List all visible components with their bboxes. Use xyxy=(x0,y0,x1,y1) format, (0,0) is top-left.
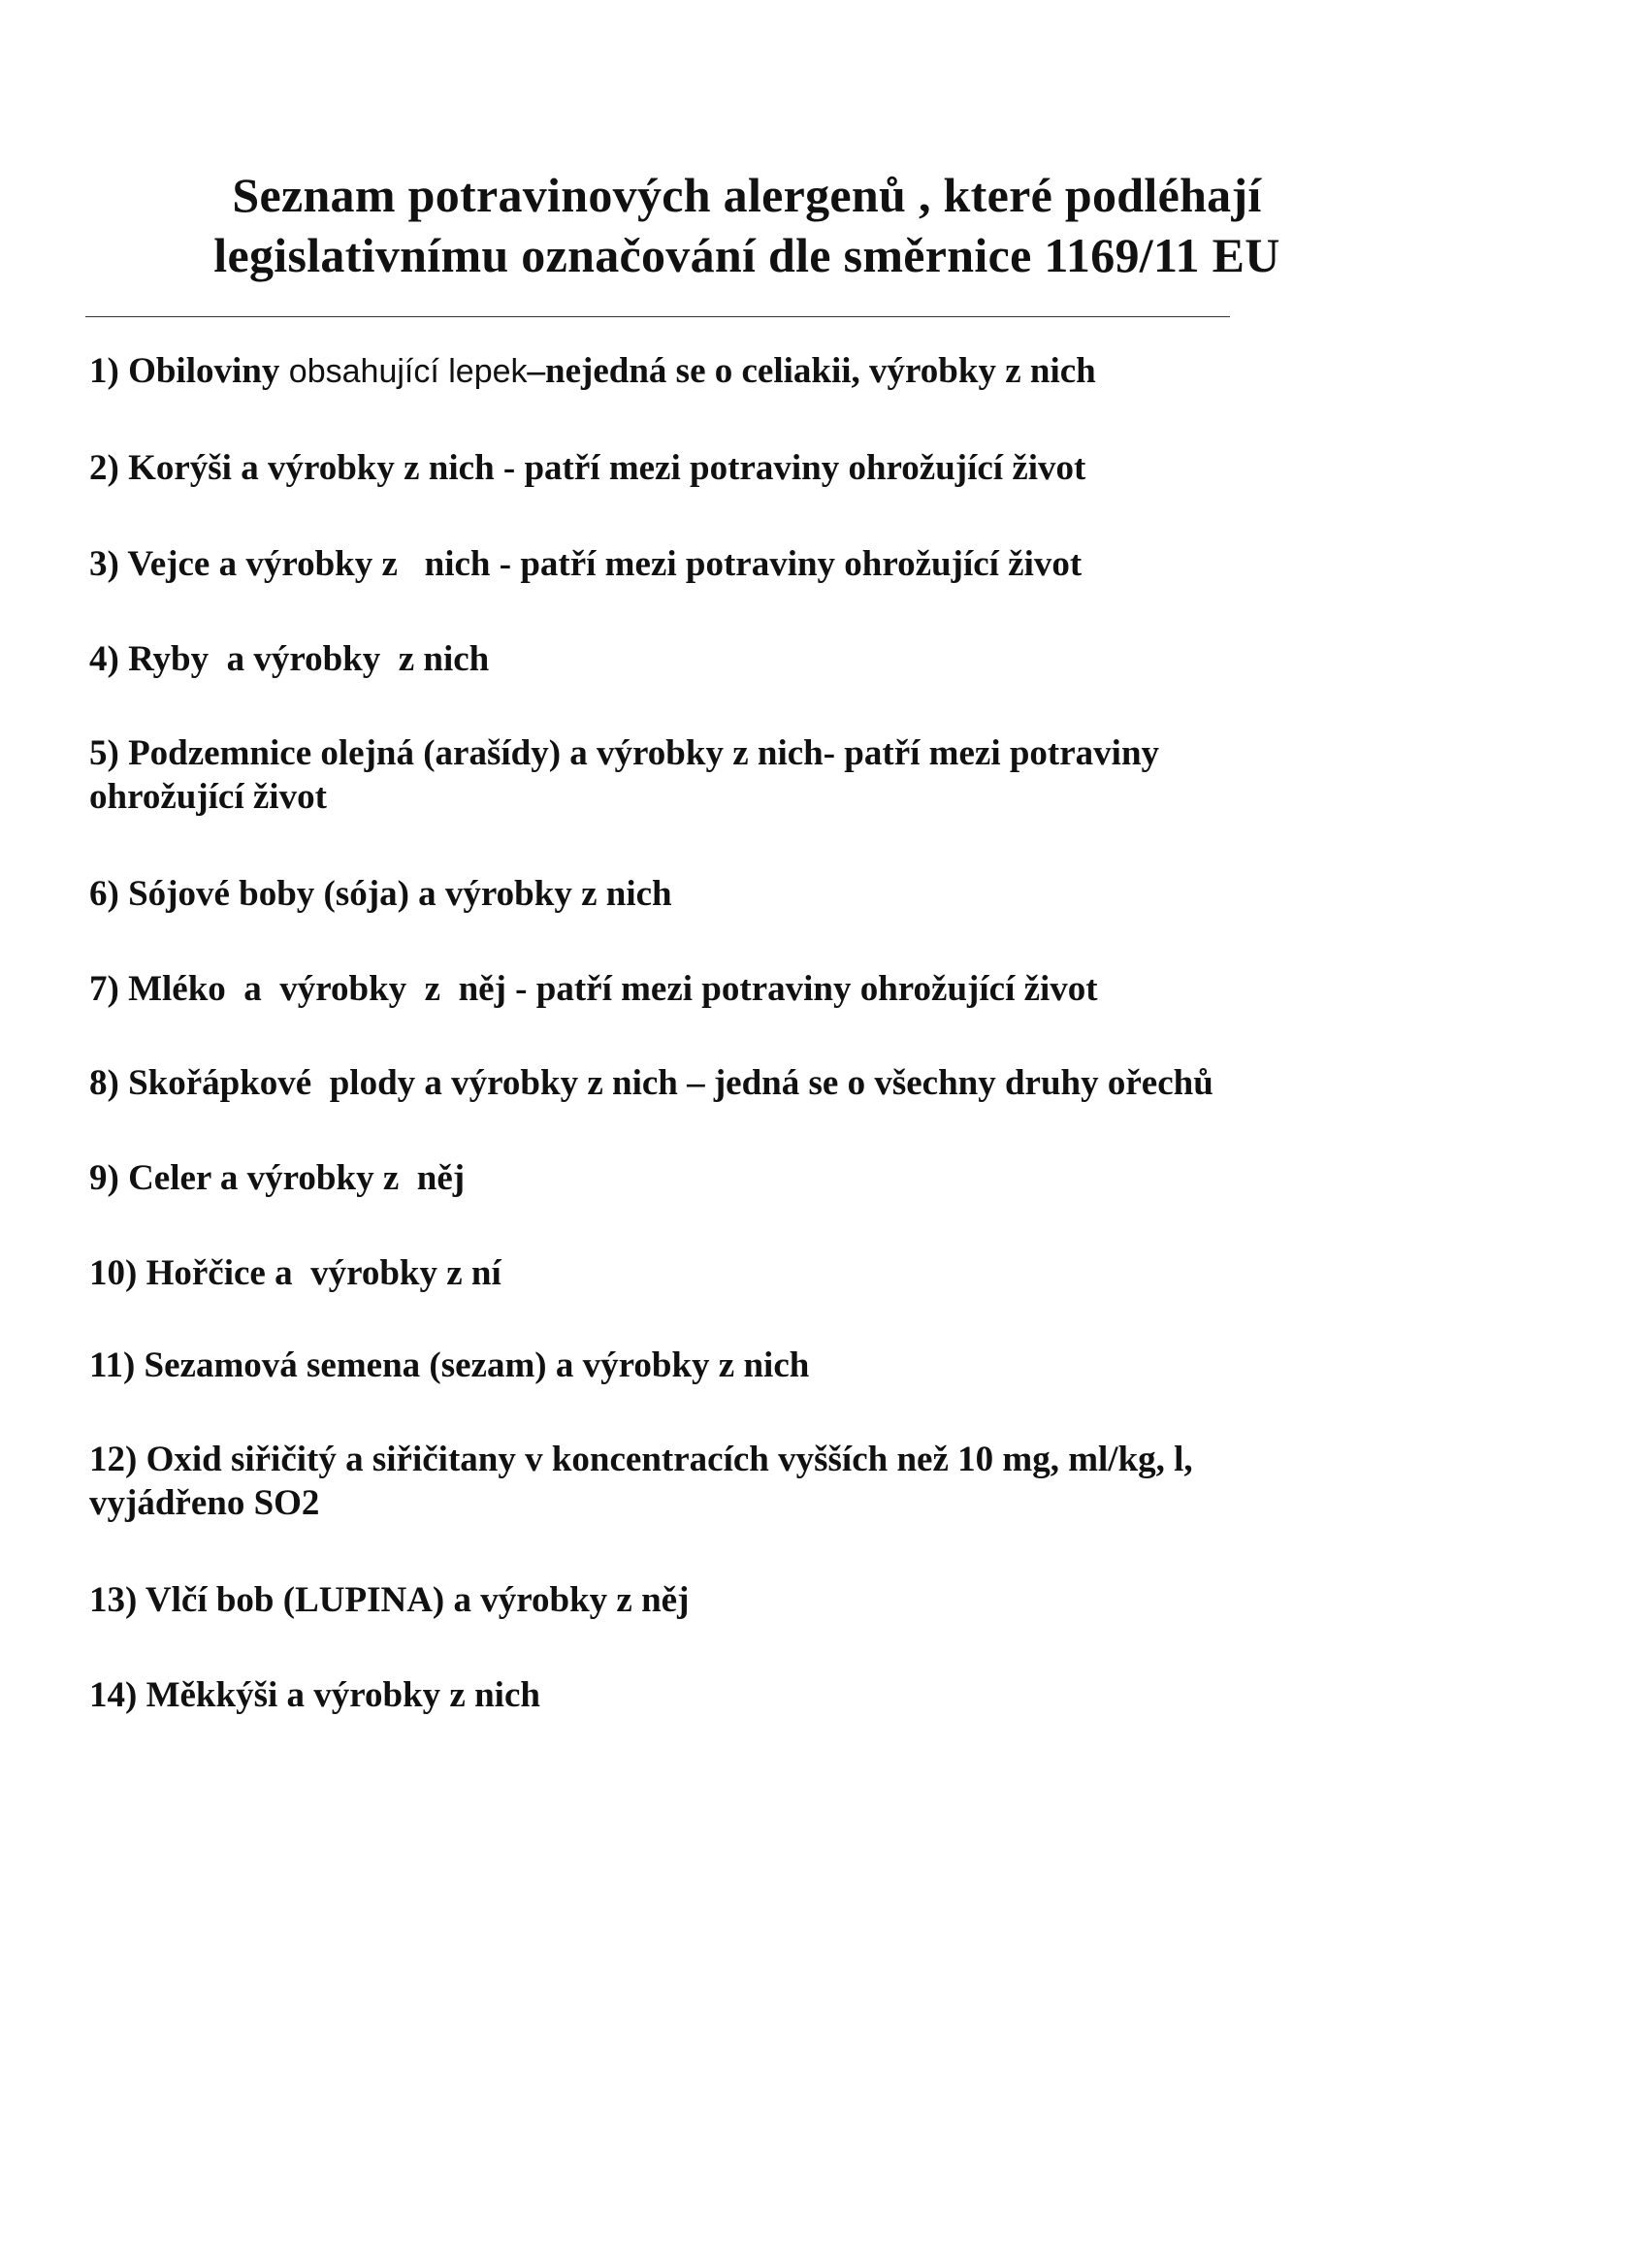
item-1-cereals: Obiloviny xyxy=(128,351,280,391)
document-title xyxy=(136,165,1358,285)
allergen-item-14: 14) Měkkýši a výrobky z nich xyxy=(89,1675,540,1715)
allergen-item-7: 7) Mléko a výrobky z něj - patří mezi potraviny ohrožující život xyxy=(89,969,1098,1009)
allergen-item-2: 2) Korýši a výrobky z nich - patří mezi potraviny ohrožující život xyxy=(89,448,1086,488)
item-number: 1) xyxy=(89,351,119,391)
allergen-item-13: 13) Vlčí bob (LUPINA) a výrobky z něj xyxy=(89,1580,690,1620)
allergen-item-11: 11) Sezamová semena (sezam) a výrobky z nich xyxy=(89,1345,810,1385)
allergen-item-8: 8) Skořápkové plody a výrobky z nich – jedná se o všechny druhy ořechů xyxy=(89,1063,1213,1103)
title-line-2: legislativnímu označování dle směrnice 1169/11 EU xyxy=(213,228,1280,282)
allergen-item-1 xyxy=(89,349,1389,394)
item-1-gluten-text: obsahující lepek xyxy=(279,353,528,390)
allergen-item-9: 9) Celer a výrobky z něj xyxy=(89,1158,466,1198)
allergen-item-4: 4) Ryby a výrobky z nich xyxy=(89,639,490,679)
title-line-1: Seznam potravinových alergenů , které podléhají xyxy=(232,168,1262,222)
allergen-item-12: 12) Oxid siřičitý a siřičitany v koncentracích vyšších než 10 mg, ml/kg, l, vyjádřeno SO2 xyxy=(89,1440,1193,1523)
allergen-item-5: 5) Podzemnice olejná (arašídy) a výrobky z nich- patří mezi potraviny ohrožující život xyxy=(89,733,1160,817)
allergen-item-10: 10) Hořčice a výrobky z ní xyxy=(89,1253,501,1293)
allergen-item-3: 3) Vejce a výrobky z nich - patří mezi potraviny ohrožující život xyxy=(89,544,1083,584)
title-divider xyxy=(85,316,1230,317)
item-1-note: –nejedná se o celiakii, výrobky z nich xyxy=(527,351,1096,391)
allergen-item-6: 6) Sójové boby (sója) a výrobky z nich xyxy=(89,874,672,914)
